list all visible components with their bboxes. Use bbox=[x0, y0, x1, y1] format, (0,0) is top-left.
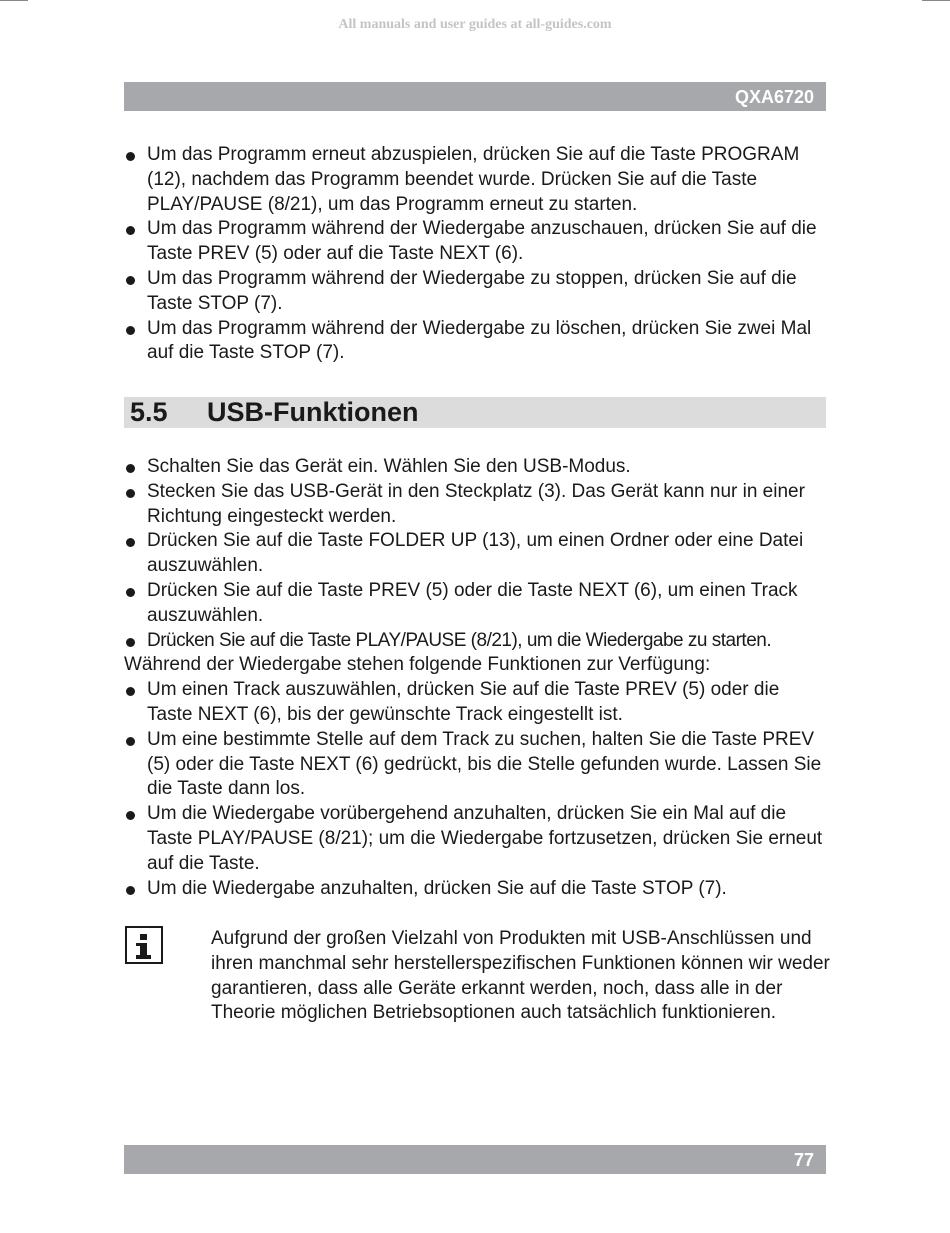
section-heading bbox=[124, 397, 826, 428]
section-title: USB-Funktionen bbox=[207, 397, 419, 427]
list-item: Um das Programm während der Wiedergabe zu stoppen, drücken Sie auf die Taste STOP (7). bbox=[124, 267, 826, 317]
usb-instructions bbox=[124, 455, 826, 901]
list-item: Drücken Sie auf die Taste FOLDER UP (13), um einen Ordner oder eine Datei auszuwählen. bbox=[124, 529, 826, 579]
footer-bar bbox=[124, 1145, 826, 1174]
list-item: Um die Wiedergabe anzuhalten, drücken Sie auf die Taste STOP (7). bbox=[124, 877, 826, 902]
crop-mark-left bbox=[0, 0, 28, 1]
playback-functions-list bbox=[124, 678, 826, 901]
list-item: Stecken Sie das USB-Gerät in den Steckplatz (3). Das Gerät kann nur in einer Richtung eingesteckt werden. bbox=[124, 480, 826, 530]
info-note: Aufgrund der großen Vielzahl von Produkten mit USB-Anschlüssen und ihren manchmal sehr herstellerspezifischen Funktionen können wir weder garantieren, dass alle Geräte erkannt werden, noch, dass alle in der Theorie möglichen Betriebsoptionen auch tatsächlich funktionieren. bbox=[211, 928, 830, 1024]
list-item: Um einen Track auszuwählen, drücken Sie auf die Taste PREV (5) oder die Taste NEXT (6), bis der gewünschte Track eingestellt ist. bbox=[124, 678, 826, 728]
list-item: Um eine bestimmte Stelle auf dem Track zu suchen, halten Sie die Taste PREV (5) oder die Taste NEXT (6) gedrückt, bis die Stelle gefunden wurde. Lassen Sie die Taste dann los. bbox=[124, 728, 826, 802]
program-instructions bbox=[124, 143, 826, 366]
list-item: Um das Programm während der Wiedergabe anzuschauen, drücken Sie auf die Taste PREV (5) oder auf die Taste NEXT (6). bbox=[124, 217, 826, 267]
crop-mark-right bbox=[922, 0, 950, 1]
list-item: Um das Programm erneut abzuspielen, drücken Sie auf die Taste PROGRAM (12), nachdem das Programm beendet wurde. Drücken Sie auf die Taste PLAY/PAUSE (8/21), um das Programm erneut zu starten. bbox=[124, 143, 826, 217]
list-item: Um die Wiedergabe vorübergehend anzuhalten, drücken Sie ein Mal auf die Taste PLAY/PAUSE (8/21); um die Wiedergabe fortzusetzen, drücken Sie erneut auf die Taste. bbox=[124, 802, 826, 876]
list-item: Drücken Sie auf die Taste PLAY/PAUSE (8/21), um die Wiedergabe zu starten. bbox=[124, 629, 826, 654]
program-list bbox=[124, 143, 826, 366]
page-number: 77 bbox=[793, 1150, 814, 1170]
model-number: QXA6720 bbox=[734, 87, 814, 107]
usb-steps-list bbox=[124, 455, 826, 653]
info-icon bbox=[125, 926, 163, 964]
list-item: Um das Programm während der Wiedergabe zu löschen, drücken Sie zwei Mal auf die Taste STOP (7). bbox=[124, 317, 826, 367]
watermark: All manuals and user guides at all-guides.com bbox=[338, 17, 612, 32]
section-number: 5.5 bbox=[130, 397, 168, 427]
header-bar bbox=[124, 82, 826, 111]
playback-intro: Während der Wiedergabe stehen folgende Funktionen zur Verfügung: bbox=[124, 654, 711, 676]
list-item: Drücken Sie auf die Taste PREV (5) oder die Taste NEXT (6), um einen Track auszuwählen. bbox=[124, 579, 826, 629]
list-item: Schalten Sie das Gerät ein. Wählen Sie den USB-Modus. bbox=[124, 455, 826, 480]
